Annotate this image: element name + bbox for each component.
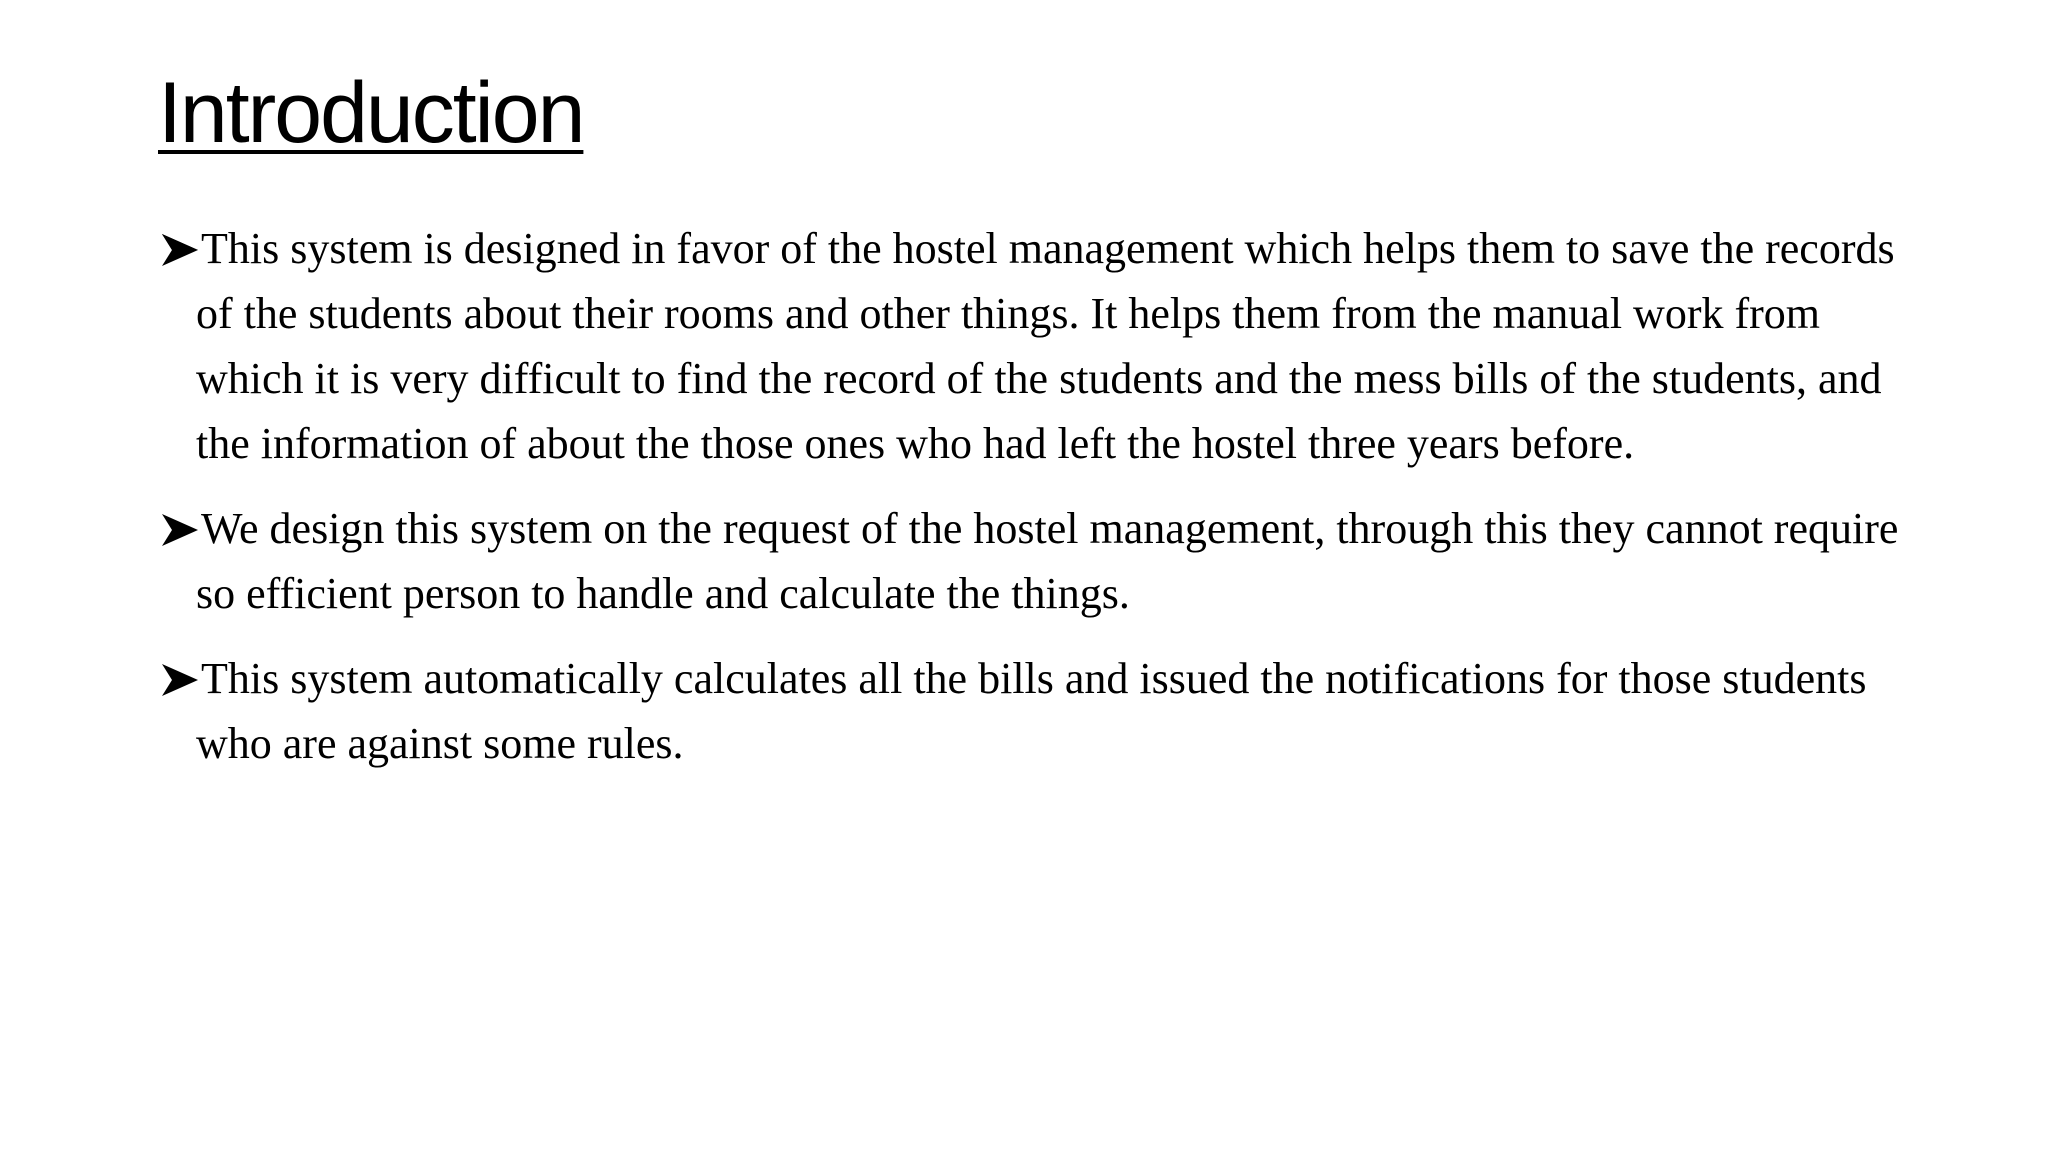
list-item [160,216,1920,476]
list-item [160,496,1920,626]
bullet-list [160,216,1920,796]
list-item [160,646,1920,776]
page-title: Introduction [158,65,584,161]
arrowhead-bullet-icon [160,662,200,698]
bullet-text: We design this system on the request of the hostel management, through this they cannot require so efficient person to handle and calculate the things. [196,504,1899,618]
bullet-text: This system automatically calculates all the bills and issued the notifications for those students who are against some rules. [196,654,1867,768]
bullet-text: This system is designed in favor of the hostel management which helps them to save the records of the students about their rooms and other things. It helps them from the manual work from which it is very difficult to find the record of the students and the mess bills of the students, and the information of about the those ones who had left the hostel three years before. [196,224,1895,468]
arrowhead-bullet-icon [160,232,200,268]
arrowhead-bullet-icon [160,512,200,548]
